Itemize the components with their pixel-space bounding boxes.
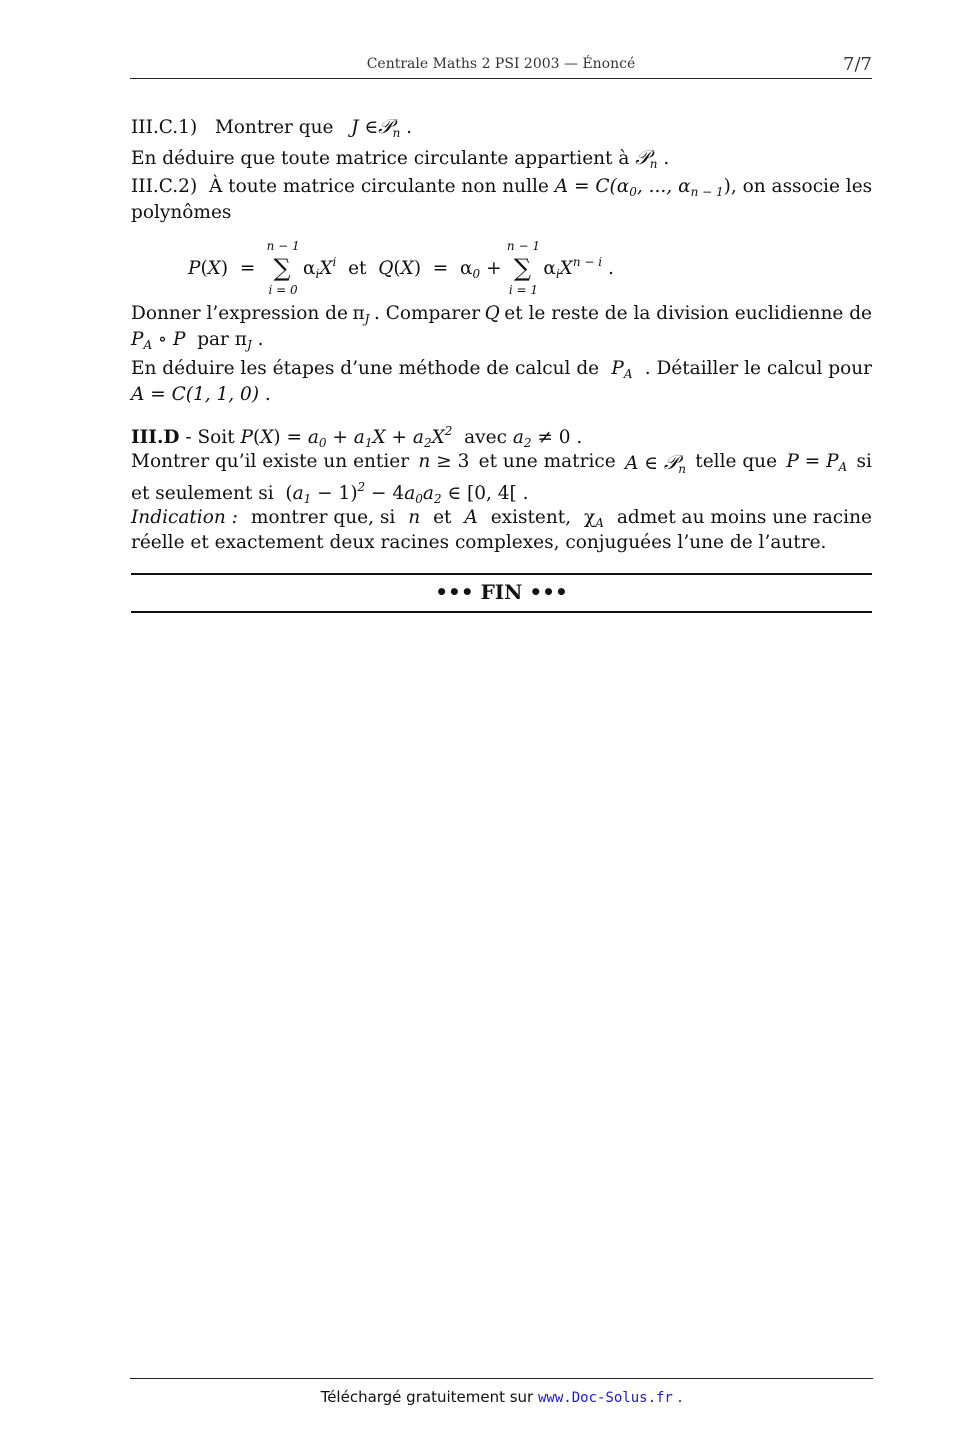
paragraph-d: III.D - Soit $P(X) = a_0 + a_1X + a_2X^2$ avec $a_2 \ne 0$ . [131,424,583,450]
paragraph-deduce-circulante: En déduire que toute matrice circulante appartient à 𝒫$_n$ . [131,145,670,171]
formula-p-q: P(X) = n − 1 ∑ i = 0 $\alpha_iX^i$ et $Q(X) = \alpha_0$ + n − 1 ∑ i = 1 $\alpha_iX^{n - i}$ . [188,238,614,297]
indication-label: Indication : [131,507,238,528]
paragraph-donner-cont: $P_A$ ∘ P par $\pi_J$ . [131,329,264,352]
divider-top [131,573,872,575]
header-title: Centrale Maths 2 PSI 2003 — Énoncé [366,56,636,72]
footer-link[interactable]: www.Doc-Solus.fr [538,1390,673,1406]
sum-symbol: n − 1 ∑ i = 1 [506,238,540,297]
footer: Téléchargé gratuitement sur www.Doc-Solus.fr . [320,1388,683,1406]
section-label-d: III.D [131,427,180,448]
paragraph-c2: III.C.2) À toute matrice circulante non nulle $A = C(\alpha_0$, ..., $\alpha_{n - 1}$) , on associe les [131,176,873,199]
footer-divider [130,1378,873,1379]
paragraph-donner: Donner l’expression de $\pi_J$ . Comparer Q et le reste de la division euclidienne de [131,303,872,326]
page-header [130,54,872,79]
paragraph-deduce-steps: En déduire les étapes d’une méthode de calcul de $P_A$ . Détailler le calcul pour [131,358,872,381]
paragraph-indication: Indication : montrer que, si n et A existent, $\chi_A$ admet au moins une racine [131,505,872,536]
paragraph-montrer-cont: et seulement si $(a_1 - 1)^2 - 4a_0a_2$ ∈ [0, 4[ . [131,480,529,506]
section-label-c1: III.C.1) [131,117,198,138]
fin-marker: ••• FIN ••• [435,580,568,604]
sum-symbol: n − 1 ∑ i = 0 [266,238,300,297]
paragraph-c1: III.C.1) Montrer que J ∈𝒫$_n$ . [131,114,413,140]
divider-bottom [131,611,872,613]
section-label-c2: III.C.2) [131,176,198,197]
paragraph-polynomes: polynômes [131,202,232,223]
paragraph-montrer: Montrer qu’il existe un entier n ≥ 3 et une matrice A ∈ 𝒫$_n$ telle que $P = P_A$ si [131,450,872,476]
page-number: 7/7 [843,54,872,75]
paragraph-deduce-example: A = C(1, 1, 0) . [131,384,271,405]
paragraph-indication-cont: réelle et exactement deux racines complexes, conjuguées l’une de l’autre. [131,532,827,553]
